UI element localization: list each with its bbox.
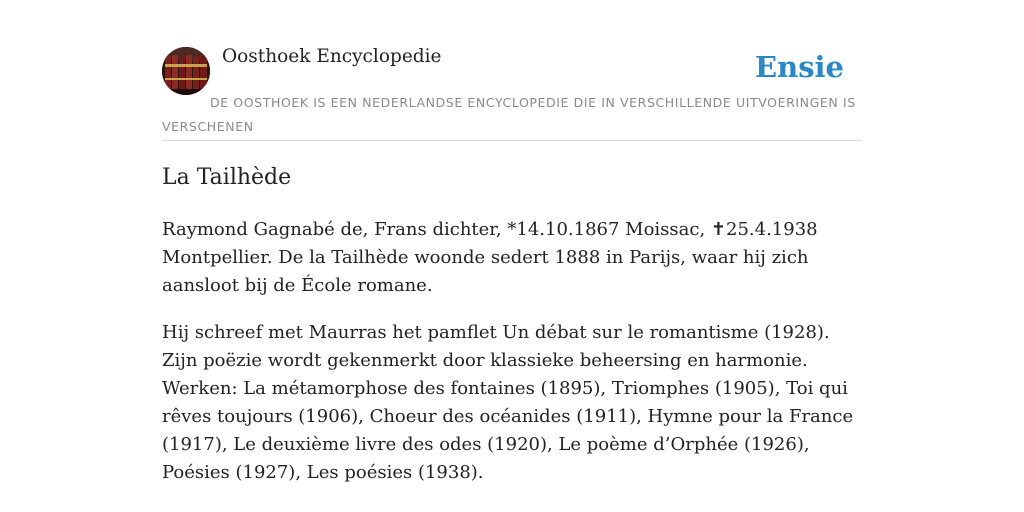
article: [162, 160, 862, 487]
site-name[interactable]: Oosthoek Encyclopedie: [222, 46, 442, 67]
article-paragraph-2: Hij schreef met Maurras het pamflet Un débat sur le romantisme (1928). Zijn poëzie wordt gekenmerkt door klassieke beheersing en harmonie. Werken: La métamorphose des fontaines (1895), Triomphes (1905), Toi qui rêves toujours (1906), Choeur des océanides (1911), Hymne pour la France (1917), Le deuxième livre des odes (1920), Le poème d’Orphée (1926), Poésies (1927), Les poésies (1938).: [162, 322, 854, 483]
site-tagline: DE OOSTHOEK IS EEN NEDERLANDSE ENCYCLOPEDIE DIE IN VERSCHILLENDE UITVOERINGEN IS VERSCHENEN: [162, 95, 856, 134]
page-title: La Tailhède: [162, 165, 292, 190]
site-header: [162, 44, 862, 141]
encyclopedia-books-icon[interactable]: [162, 47, 210, 95]
brand-logo[interactable]: Ensie: [755, 50, 844, 84]
article-paragraph-1: Raymond Gagnabé de, Frans dichter, *14.10.1867 Moissac, ✝25.4.1938 Montpellier. De la Tailhède woonde sedert 1888 in Parijs, waar hij zich aansloot bij de École romane.: [162, 219, 818, 296]
